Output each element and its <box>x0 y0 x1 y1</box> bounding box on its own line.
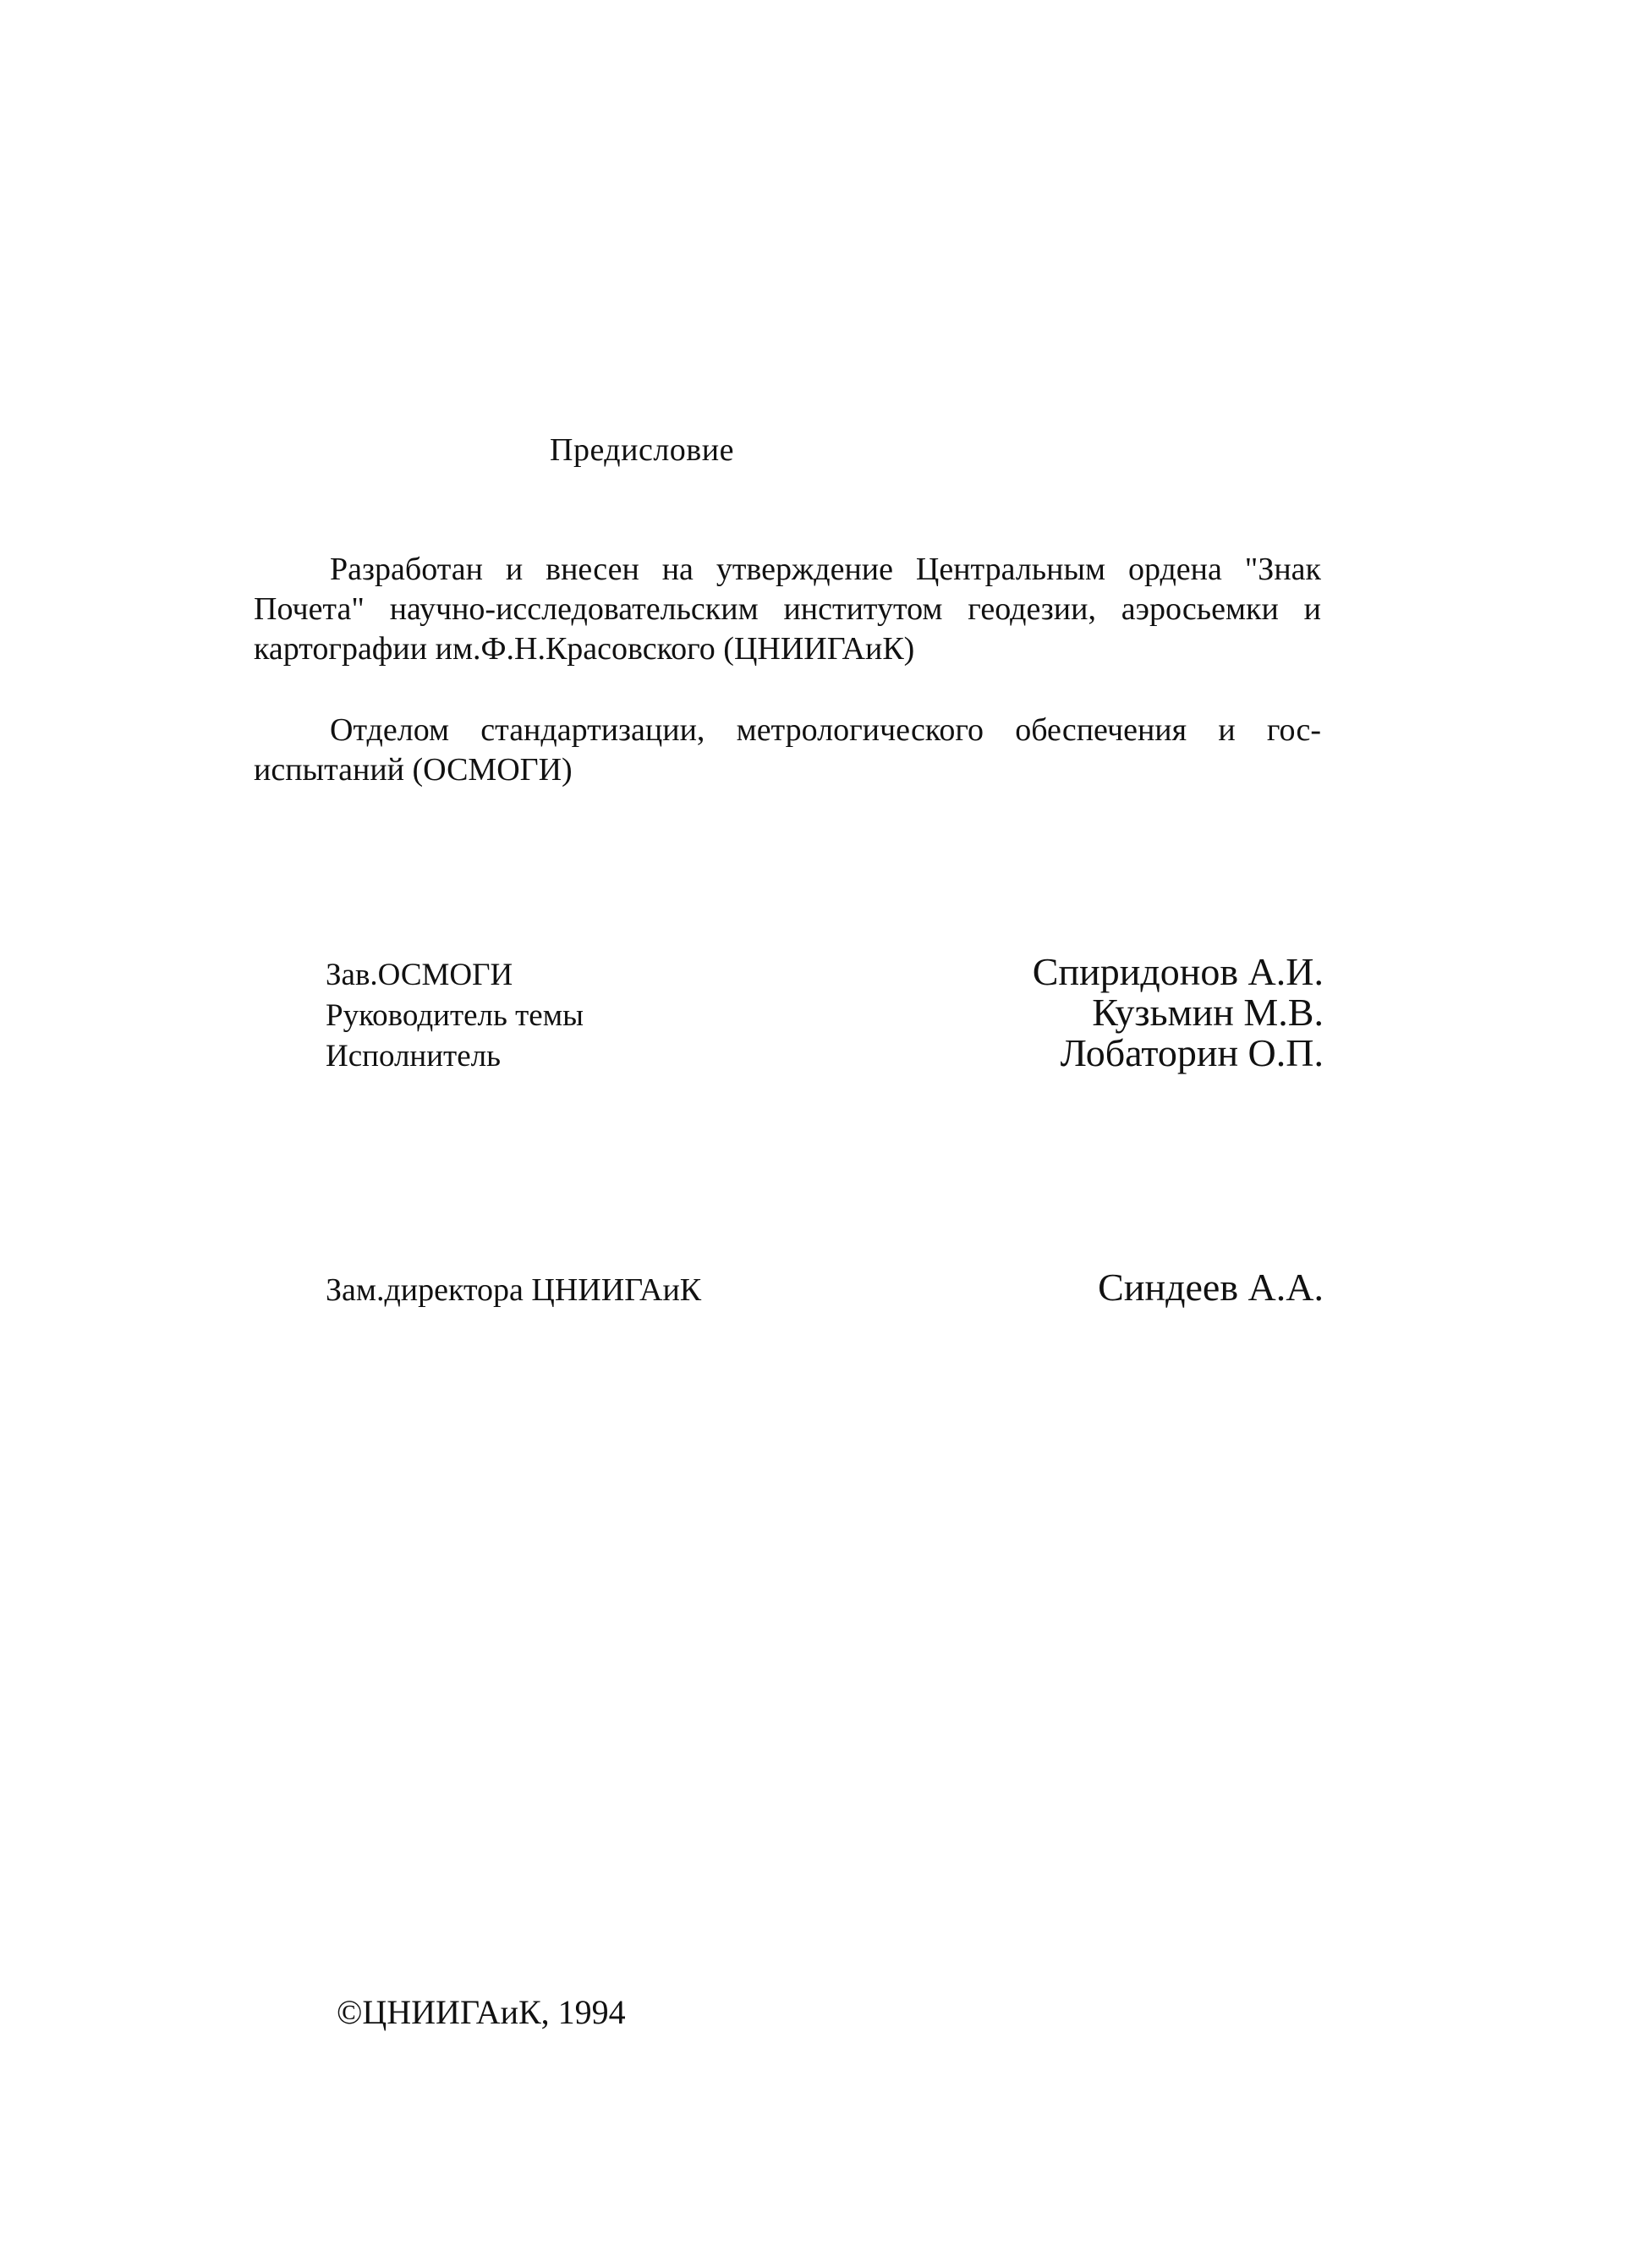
staff-name: Лобаторин О.П. <box>1060 1031 1324 1074</box>
staff-list <box>326 949 1324 1074</box>
staff-row <box>326 990 1324 1034</box>
deputy-director-row <box>326 1265 1324 1310</box>
paragraph-developed-by: Разработан и внесен на утверждение Центральным ордена "Знак Почета" научно-исследовательским институтом геодезии, аэросьемки и картографии им.Ф.Н.Красовского (ЦНИИГАиК) <box>254 552 1321 667</box>
staff-row <box>326 949 1324 993</box>
deputy-role: Зам.директора ЦНИИГАиК <box>326 1272 702 1308</box>
staff-name: Кузьмин М.В. <box>1092 991 1324 1034</box>
staff-name: Спиридонов А.И. <box>1032 950 1324 993</box>
staff-role: Зав.ОСМОГИ <box>326 958 513 992</box>
paragraph-department: Отделом стандартизации, метрологического обеспечения и гос-испытаний (ОСМОГИ) <box>254 712 1321 788</box>
staff-role: Исполнитель <box>326 1039 501 1074</box>
staff-row <box>326 1030 1324 1074</box>
copyright-notice: ©ЦНИИГАиК, 1994 <box>337 1993 626 2031</box>
deputy-name: Синдеев А.А. <box>1098 1266 1324 1309</box>
staff-role: Руководитель темы <box>326 998 584 1033</box>
page-heading: Предисловие <box>550 432 734 468</box>
